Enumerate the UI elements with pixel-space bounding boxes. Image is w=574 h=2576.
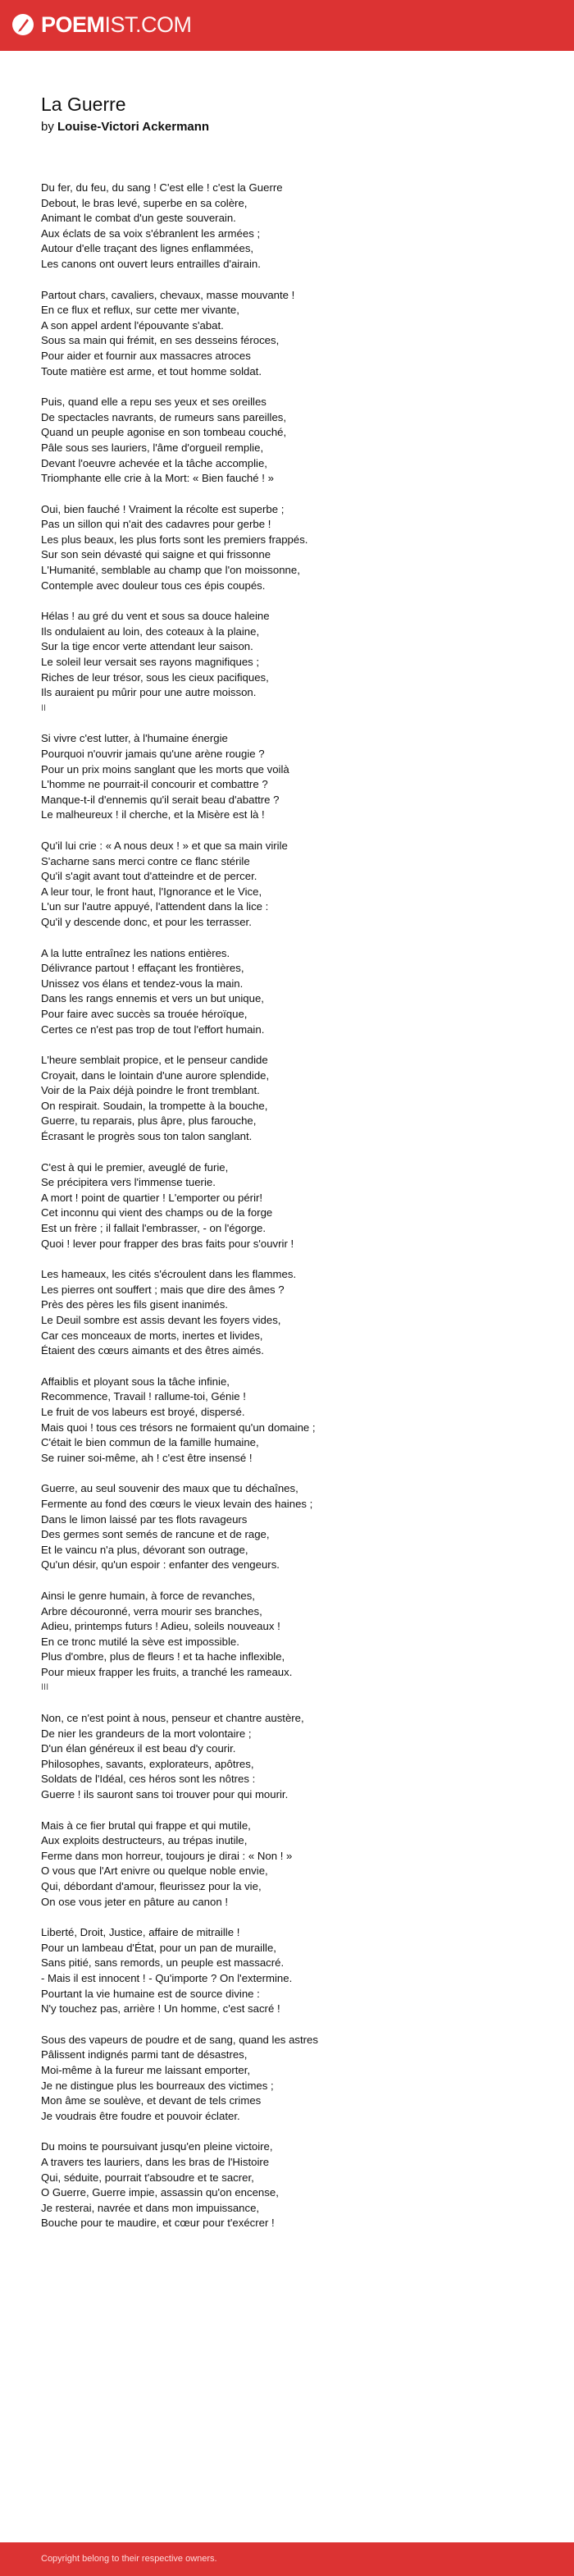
- poem-line: De nier les grandeurs de la mort volontaire ;: [41, 1727, 252, 1740]
- poem-line: Je voudrais être foudre et pouvoir éclater.: [41, 2109, 240, 2122]
- poem-line: Animant le combat d'un geste souverain.: [41, 212, 236, 225]
- poem-line: En ce tronc mutilé la sève est impossible.: [41, 1635, 239, 1648]
- stanza: [41, 288, 541, 380]
- poem-line: Écrasant le progrès sous ton talon sanglant.: [41, 1130, 253, 1143]
- stanza: [41, 609, 541, 716]
- poem-line: A travers tes lauriers, dans les bras de l'Histoire: [41, 2155, 270, 2168]
- poem-line: Guerre ! ils sauront sans toi trouver pour qui mourir.: [41, 1788, 289, 1801]
- poem-line: Le soleil leur versait ses rayons magnifiques ;: [41, 656, 260, 669]
- poem-line: Manque-t-il d'ennemis qu'il serait beau d'abattre ?: [41, 793, 280, 806]
- poem-line: D'un élan généreux il est beau d'y courir.: [41, 1742, 236, 1755]
- poem-line: Le fruit de vos labeurs est broyé, dispersé.: [41, 1405, 245, 1418]
- poem-line: C'était le bien commun de la famille humaine,: [41, 1436, 259, 1449]
- poem-line: Qu'il lui crie : « A nous deux ! » et que sa main virile: [41, 839, 288, 852]
- poem-line: S'acharne sans merci contre ce flanc stérile: [41, 854, 250, 867]
- poem-line: Philosophes, savants, explorateurs, apôtres,: [41, 1757, 254, 1770]
- stanza: [41, 731, 541, 823]
- author-name[interactable]: Louise-Victori Ackermann: [57, 120, 210, 134]
- stanza: [41, 946, 541, 1038]
- poem-line: Du fer, du feu, du sang ! C'est elle ! c'est la Guerre: [41, 181, 283, 194]
- poem-line: Pour mieux frapper les fruits, a tranché les rameaux.: [41, 1665, 293, 1678]
- poem-line: Aux éclats de sa voix s'ébranlent les armées ;: [41, 226, 261, 240]
- poem-line: Se précipitera vers l'immense tuerie.: [41, 1176, 216, 1189]
- brand-light: IST.COM: [104, 12, 192, 37]
- poem-line: Moi-même à la fureur me laissant emporter,: [41, 2063, 251, 2076]
- poem-line: N'y touchez pas, arrière ! Un homme, c'est sacré !: [41, 2002, 280, 2016]
- poem-line: L'Humanité, semblable au champ que l'on moissonne,: [41, 564, 300, 577]
- poem-line: Mais à ce fier brutal qui frappe et qui mutile,: [41, 1819, 251, 1832]
- poem-line: Et le vaincu n'a plus, dévorant son outrage,: [41, 1543, 248, 1556]
- poem-line: O vous que l'Art enivre ou quelque noble envie,: [41, 1865, 268, 1878]
- poem-line: Guerre, tu reparais, plus âpre, plus farouche,: [41, 1114, 257, 1128]
- poem-line: Se ruiner soi-même, ah ! c'est être insensé !: [41, 1451, 253, 1464]
- poem-line: Cet inconnu qui vient des champs ou de la forge: [41, 1206, 273, 1219]
- poem-line: Ferme dans mon horreur, toujours je dirai : « Non ! »: [41, 1849, 293, 1862]
- poem-line: Ils ondulaient au loin, des coteaux à la plaine,: [41, 625, 260, 638]
- poem-line: Sans pitié, sans remords, un peuple est massacré.: [41, 1956, 285, 1970]
- poem-line: Qui, débordant d'amour, fleurissez pour la vie,: [41, 1880, 262, 1892]
- poem-line: Pour aider et fournir aux massacres atroces: [41, 349, 251, 362]
- poem-line: Ainsi le genre humain, à force de revanches,: [41, 1589, 255, 1602]
- poem-line: Croyait, dans le lointain d'une aurore splendide,: [41, 1068, 270, 1082]
- poem-line: Ils auraient pu mûrir pour une autre moisson.: [41, 686, 257, 699]
- poem-line: Arbre découronné, verra mourir ses branches,: [41, 1604, 262, 1617]
- poem-line: Le malheureux ! il cherche, et la Misère est là !: [41, 808, 265, 821]
- poem-line: Certes ce n'est pas trop de tout l'effort humain.: [41, 1023, 265, 1036]
- poem-line: Pour faire avec succès sa trouée héroïque,: [41, 1007, 248, 1020]
- poem-line: Debout, le bras levé, superbe en sa colère,: [41, 196, 248, 209]
- site-header: [0, 0, 574, 51]
- poem-line: Pourtant la vie humaine est de source divine :: [41, 1987, 260, 2000]
- poem-line: L'heure semblait propice, et le penseur candide: [41, 1054, 268, 1067]
- poem-line: On ose vous jeter en pâture au canon !: [41, 1895, 228, 1908]
- poem-line: Sous des vapeurs de poudre et de sang, quand les astres: [41, 2033, 318, 2046]
- stanza: [41, 1160, 541, 1252]
- poem-line: Aux exploits destructeurs, au trépas inutile,: [41, 1834, 248, 1847]
- poem-line: Voir de la Paix déjà poindre le front tremblant.: [41, 1084, 260, 1097]
- brand-bold: POEM: [41, 12, 105, 37]
- poem-line: O Guerre, Guerre impie, assassin qu'on encense,: [41, 2186, 279, 2199]
- poem-line: A la lutte entraînez les nations entières.: [41, 946, 230, 959]
- stanza: [41, 395, 541, 487]
- poem-line: Qu'un désir, qu'un espoir : enfanter des vengeurs.: [41, 1558, 280, 1572]
- poem-line: En ce flux et reflux, sur cette mer vivante,: [41, 304, 239, 317]
- poem-line: L'homme ne pourrait-il concourir et combattre ?: [41, 778, 268, 791]
- poem-line: Recommence, Travail ! rallume-toi, Génie !: [41, 1390, 246, 1403]
- poem-line: Mon âme se soulève, et devant de tels crimes: [41, 2094, 262, 2107]
- poem-line: Quand un peuple agonise en son tombeau couché,: [41, 426, 287, 439]
- poem-title: La Guerre: [41, 94, 126, 115]
- poem-line: Est un frère ; il fallait l'embrasser, - on l'égorge.: [41, 1222, 266, 1235]
- site-footer: [0, 2542, 574, 2576]
- poem-line: Délivrance partout ! effaçant les frontières,: [41, 962, 244, 975]
- poem-line: Dans le limon laissé par tes flots ravageurs: [41, 1512, 248, 1526]
- poem-line: A son appel ardent l'épouvante s'abat.: [41, 318, 224, 332]
- poem-line: A mort ! point de quartier ! L'emporter ou périr!: [41, 1191, 263, 1204]
- poem-body: [41, 181, 541, 2247]
- stanza: [41, 2139, 541, 2231]
- poem-line: Des germes sont semés de rancune et de rage,: [41, 1528, 270, 1541]
- stanza: [41, 1375, 541, 1466]
- poem-line: Adieu, printemps futurs ! Adieu, soleils nouveaux !: [41, 1620, 280, 1633]
- stanza: [41, 1267, 541, 1359]
- poem-line: Pour un prix moins sanglant que les morts que voilà: [41, 762, 289, 776]
- poem-line: Le Deuil sombre est assis devant les foyers vides,: [41, 1314, 281, 1326]
- poem-line: Pourquoi n'ouvrir jamais qu'une arène rougie ?: [41, 748, 265, 760]
- stanza: [41, 2033, 541, 2125]
- poem-line: C'est à qui le premier, aveuglé de furie,: [41, 1160, 229, 1174]
- byline-prefix: by: [41, 120, 54, 134]
- poem-line: A leur tour, le front haut, l'Ignorance et le Vice,: [41, 885, 262, 898]
- stanza: [41, 502, 541, 594]
- poem-line: On respirait. Soudain, la trompette à la bouche,: [41, 1099, 268, 1112]
- poem-line: Les plus beaux, les plus forts sont les premiers frappés.: [41, 533, 308, 546]
- poem-line: Les hameaux, les cités s'écroulent dans les flammes.: [41, 1268, 297, 1281]
- section-numeral: II: [41, 702, 47, 713]
- poem-line: Les canons ont ouvert leurs entrailles d'airain.: [41, 257, 261, 270]
- poem-line: Pâle sous ses lauriers, l'âme d'orgueil remplie,: [41, 441, 264, 454]
- stanza: [41, 1925, 541, 2017]
- stanza: [41, 1589, 541, 1695]
- poem-line: Plus d'ombre, plus de fleurs ! et ta hache inflexible,: [41, 1650, 285, 1663]
- poem-line: Je ne distingue plus les bourreaux des victimes ;: [41, 2079, 274, 2092]
- poem-line: Liberté, Droit, Justice, affaire de mitraille !: [41, 1926, 240, 1939]
- poem-line: Pas un sillon qui n'ait des cadavres pour gerbe !: [41, 518, 271, 531]
- poem-line: Sous sa main qui frémit, en ses desseins féroces,: [41, 334, 280, 347]
- poem-line: Soldats de l'Idéal, ces héros sont les nôtres :: [41, 1773, 256, 1786]
- stanza: [41, 1819, 541, 1910]
- poem-line: Quoi ! lever pour frapper des bras faits pour s'ouvrir !: [41, 1237, 294, 1250]
- poem-line: Pour un lambeau d'État, pour un pan de muraille,: [41, 1941, 276, 1954]
- poem-line: Contemple avec douleur tous ces épis coupés.: [41, 579, 266, 592]
- poem-line: Hélas ! au gré du vent et sous sa douce haleine: [41, 610, 270, 623]
- poem-line: Bouche pour te maudire, et cœur pour t'exécrer !: [41, 2217, 275, 2230]
- poem-line: Si vivre c'est lutter, à l'humaine énergie: [41, 732, 228, 745]
- byline: [41, 120, 209, 134]
- poem-line: - Mais il est innocent ! - Qu'importe ? On l'extermine.: [41, 1971, 293, 1984]
- poem-line: Pâlissent indignés parmi tant de désastres,: [41, 2048, 248, 2061]
- poem-line: Du moins te poursuivant jusqu'en pleine victoire,: [41, 2140, 273, 2153]
- poem-line: Unissez vos élans et tendez-vous la main.: [41, 977, 244, 990]
- poem-line: Dans les rangs ennemis et vers un but unique,: [41, 992, 264, 1005]
- poem-line: Sur la tige encor verte attendant leur saison.: [41, 640, 253, 653]
- copyright-text: Copyright belong to their respective owners.: [41, 2554, 217, 2564]
- site-logo[interactable]: [11, 8, 192, 41]
- stanza: [41, 1481, 541, 1573]
- stanza: [41, 839, 541, 931]
- stanza: [41, 1053, 541, 1145]
- poem-line: Étaient des cœurs aimants et des êtres aimés.: [41, 1344, 264, 1357]
- poem-line: Qu'il s'agit avant tout d'atteindre et de percer.: [41, 870, 257, 883]
- section-numeral: III: [41, 1682, 49, 1693]
- poem-line: Autour d'elle traçant des lignes enflammées,: [41, 242, 254, 255]
- poem-line: Près des pères les fils gisent inanimés.: [41, 1298, 228, 1311]
- poem-line: Riches de leur trésor, sous les cieux pacifiques,: [41, 670, 269, 684]
- poem-line: Guerre, au seul souvenir des maux que tu déchaînes,: [41, 1482, 298, 1495]
- brand-name: [41, 8, 192, 41]
- poem-line: Les pierres ont souffert ; mais que dire des âmes ?: [41, 1283, 285, 1296]
- poem-line: Non, ce n'est point à nous, penseur et chantre austère,: [41, 1712, 304, 1725]
- poem-line: Toute matière est arme, et tout homme soldat.: [41, 364, 262, 377]
- poem-line: Triomphante elle crie à la Mort: « Bien fauché ! »: [41, 472, 274, 485]
- poem-line: Sur son sein dévasté qui saigne et qui frissonne: [41, 548, 271, 561]
- poem-line: De spectacles navrants, de rumeurs sans pareilles,: [41, 410, 287, 423]
- poem-line: Oui, bien fauché ! Vraiment la récolte est superbe ;: [41, 502, 285, 515]
- stanza: [41, 1711, 541, 1803]
- poem-line: Qu'il y descende donc, et pour les terrasser.: [41, 915, 252, 928]
- poem-line: Fermente au fond des cœurs le vieux levain des haines ;: [41, 1497, 313, 1510]
- quill-logo-icon: [11, 13, 34, 36]
- poem-line: Je resterai, navrée et dans mon impuissance,: [41, 2201, 260, 2214]
- poem-line: Devant l'oeuvre achevée et la tâche accomplie,: [41, 456, 267, 469]
- poem-line: L'un sur l'autre appuyé, l'attendent dans la lice :: [41, 900, 269, 913]
- poem-line: Affaiblis et ployant sous la tâche infinie,: [41, 1375, 230, 1388]
- stanza: [41, 181, 541, 272]
- poem-line: Car ces monceaux de morts, inertes et livides,: [41, 1329, 263, 1342]
- poem-line: Puis, quand elle a repu ses yeux et ses oreilles: [41, 396, 266, 409]
- poem-line: Mais quoi ! tous ces trésors ne formaient qu'un domaine ;: [41, 1421, 316, 1434]
- poem-line: Partout chars, cavaliers, chevaux, masse mouvante !: [41, 288, 295, 301]
- poem-line: Qui, séduite, pourrait t'absoudre et te sacrer,: [41, 2171, 254, 2184]
